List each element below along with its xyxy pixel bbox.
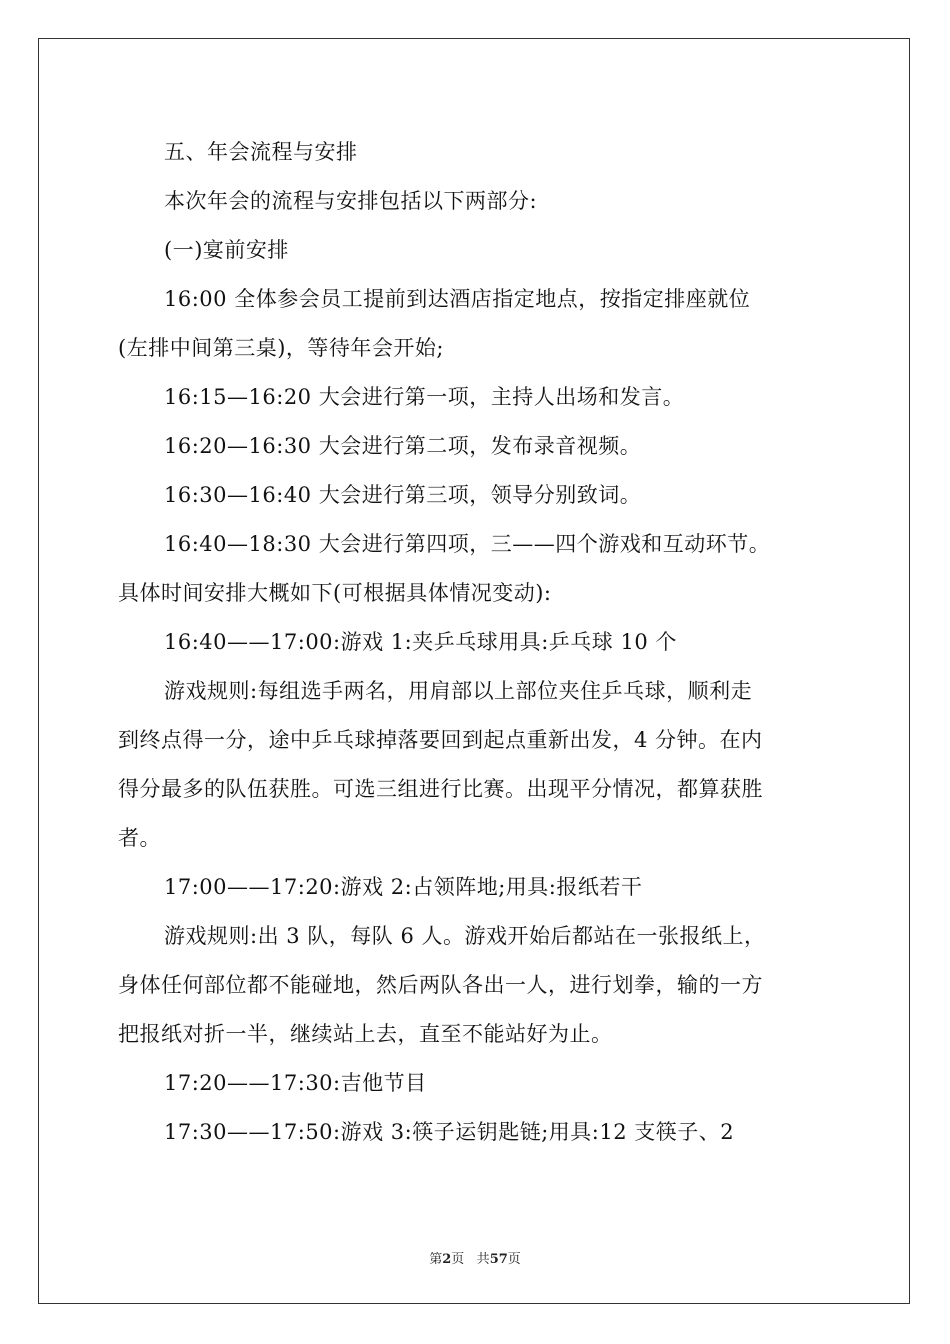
footer-page-suffix: 页 bbox=[451, 1252, 465, 1267]
footer-total-pages: 57 bbox=[489, 1252, 508, 1267]
text-line: (一)宴前安排 bbox=[164, 238, 289, 262]
text-line: 得分最多的队伍获胜。可选三组进行比赛。出现平分情况，都算获胜 bbox=[118, 777, 763, 801]
text-line: 到终点得一分，途中乒乓球掉落要回到起点重新出发，4 分钟。在内 bbox=[118, 728, 763, 752]
text-line: 16:20—16:30 大会进行第二项，发布录音视频。 bbox=[164, 434, 642, 458]
text-line: 16:00 全体参会员工提前到达酒店指定地点，按指定排座就位 bbox=[164, 287, 751, 311]
text-line: (左排中间第三桌)，等待年会开始; bbox=[118, 336, 444, 360]
footer-page-prefix: 第 bbox=[429, 1252, 443, 1267]
footer-total-suffix: 页 bbox=[507, 1252, 521, 1267]
text-line: 17:30——17:50:游戏 3:筷子运钥匙链;用具:12 支筷子、2 bbox=[164, 1120, 735, 1144]
text-line: 具体时间安排大概如下(可根据具体情况变动): bbox=[118, 581, 552, 605]
text-line: 16:15—16:20 大会进行第一项，主持人出场和发言。 bbox=[164, 385, 685, 409]
text-line: 者。 bbox=[118, 826, 161, 850]
text-line: 把报纸对折一半，继续站上去，直至不能站好为止。 bbox=[118, 1022, 613, 1046]
document-body bbox=[118, 128, 838, 1157]
page-footer bbox=[0, 1248, 950, 1267]
text-line: 游戏规则:出 3 队，每队 6 人。游戏开始后都站在一张报纸上， bbox=[164, 924, 766, 948]
footer-page-number: 2 bbox=[442, 1252, 452, 1267]
text-line: 游戏规则:每组选手两名，用肩部以上部位夹住乒乓球，顺利走 bbox=[164, 679, 753, 703]
text-line: 17:20——17:30:吉他节目 bbox=[164, 1071, 427, 1095]
text-line: 16:40—18:30 大会进行第四项，三——四个游戏和互动环节。 bbox=[164, 532, 771, 556]
footer-total-prefix: 共 bbox=[476, 1252, 490, 1267]
text-line: 五、年会流程与安排 bbox=[164, 140, 358, 164]
text-line: 17:00——17:20:游戏 2:占领阵地;用具:报纸若干 bbox=[164, 875, 643, 899]
text-line: 16:30—16:40 大会进行第三项，领导分别致词。 bbox=[164, 483, 642, 507]
text-line: 16:40——17:00:游戏 1:夹乒乓球用具:乒乓球 10 个 bbox=[164, 630, 677, 654]
text-line: 本次年会的流程与安排包括以下两部分: bbox=[164, 189, 538, 213]
text-line: 身体任何部位都不能碰地，然后两队各出一人，进行划拳，输的一方 bbox=[118, 973, 763, 997]
